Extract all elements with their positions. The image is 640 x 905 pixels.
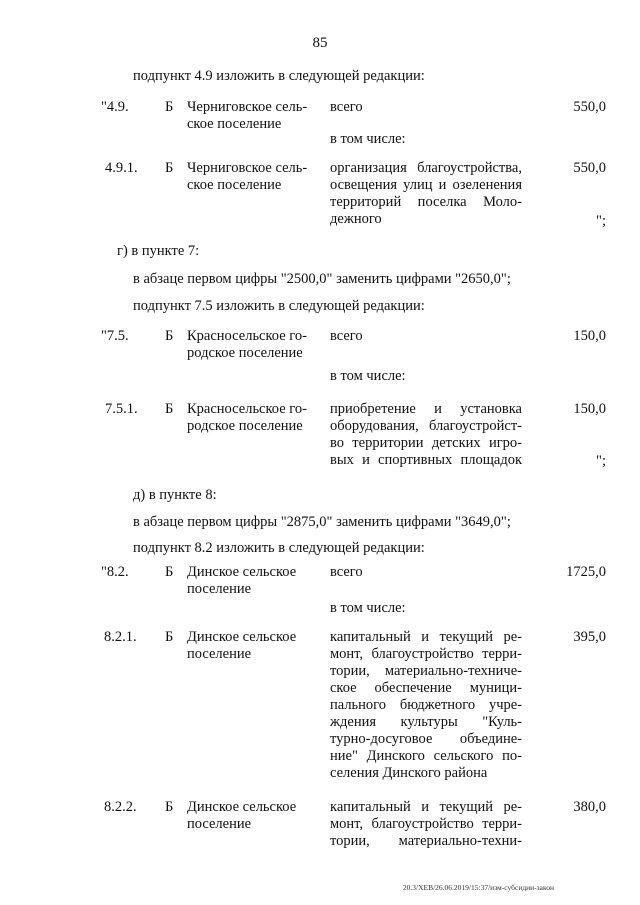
row-recipient-line1: Черниговское сель- xyxy=(187,99,308,115)
row-description-line2: монт, благоустройство терри- xyxy=(330,646,522,662)
row-category: Б xyxy=(165,564,174,580)
row-amount: 550,0 xyxy=(573,160,606,176)
row-description-line4: ское обеспечение муници- xyxy=(330,680,522,696)
row-description-line2: монт, благоустройство терри- xyxy=(330,816,522,832)
row-amount: 150,0 xyxy=(573,328,606,344)
row-number: 4.9.1. xyxy=(105,160,138,176)
row-description-line1: капитальный и текущий ре- xyxy=(330,799,522,815)
row-category: Б xyxy=(165,328,174,344)
row-recipient-line2: родское поселение xyxy=(187,345,303,361)
row-description: всего xyxy=(330,328,363,344)
row-description-line1: приобретение и установка xyxy=(330,401,522,417)
in-total-label: в том числе: xyxy=(330,600,406,616)
row-recipient-line2: поселение xyxy=(187,581,252,597)
row-category: Б xyxy=(165,160,174,176)
row-description-line3: тории, материально-техни- xyxy=(330,833,522,849)
row-recipient-line2: поселение xyxy=(187,646,252,662)
row-category: Б xyxy=(165,799,174,815)
row-recipient-line2: родское поселение xyxy=(187,418,303,434)
row-number: 8.2.2. xyxy=(104,799,137,815)
row-description: всего xyxy=(330,99,363,115)
row-category: Б xyxy=(165,629,174,645)
in-total-label: в том числе: xyxy=(330,131,406,147)
paragraph-point-7: в абзаце первом цифры "2500,0" заменить цифрами "2650,0"; xyxy=(133,271,511,287)
row-description-line9: селения Динского района xyxy=(330,765,488,781)
row-recipient-line1: Динское сельское xyxy=(187,564,297,580)
row-description-line3: во территории детских игро- xyxy=(330,435,522,451)
row-description-line8: ние" Динского сельского по- xyxy=(330,748,522,764)
in-total-label: в том числе: xyxy=(330,368,406,384)
row-description: всего xyxy=(330,564,363,580)
paragraph-point-8: в абзаце первом цифры "2875,0" заменить цифрами "3649,0"; xyxy=(133,514,511,530)
row-amount: 380,0 xyxy=(573,799,606,815)
closing-quote: "; xyxy=(596,453,606,469)
intro-subpoint-4-9: подпункт 4.9 изложить в следующей редакции: xyxy=(133,68,425,84)
row-number: "7.5. xyxy=(101,328,129,344)
row-description-line2: оборудования, благоустройст- xyxy=(330,418,522,434)
row-description-line7: турно-досуговое объедине- xyxy=(330,731,522,747)
point-d: д) в пункте 8: xyxy=(133,487,217,503)
row-description-line6: ждения культуры "Куль- xyxy=(330,714,522,730)
row-amount: 150,0 xyxy=(573,401,606,417)
row-description-line1: капитальный и текущий ре- xyxy=(330,629,522,645)
row-recipient-line2: поселение xyxy=(187,816,252,832)
row-recipient-line1: Динское сельское xyxy=(187,799,297,815)
closing-quote: "; xyxy=(596,213,606,229)
row-recipient-line2: ское поселение xyxy=(187,116,282,132)
row-recipient-line1: Красносельское го- xyxy=(187,328,307,344)
row-amount: 550,0 xyxy=(573,99,606,115)
row-category: Б xyxy=(165,99,174,115)
intro-subpoint-7-5: подпункт 7.5 изложить в следующей редакции: xyxy=(133,298,425,314)
row-description-line5: пального бюджетного учре- xyxy=(330,697,522,713)
document-footer-id: 20.3/ХЕВ/26.06.2019/15:37/изм-субсидии-закон xyxy=(402,883,554,892)
row-recipient-line1: Красносельское го- xyxy=(187,401,307,417)
row-amount: 395,0 xyxy=(573,629,606,645)
row-description-line4: дежного xyxy=(330,211,382,227)
row-description-line3: тории, материально-техниче- xyxy=(330,663,522,679)
row-category: Б xyxy=(165,401,174,417)
row-number: "4.9. xyxy=(101,99,129,115)
row-recipient-line1: Динское сельское xyxy=(187,629,297,645)
page-number: 85 xyxy=(312,35,328,51)
intro-subpoint-8-2: подпункт 8.2 изложить в следующей редакции: xyxy=(133,540,425,556)
row-recipient-line2: ское поселение xyxy=(187,177,282,193)
row-description-line2: освещения улиц и озеленения xyxy=(330,177,522,193)
row-amount: 1725,0 xyxy=(566,564,606,580)
row-recipient-line1: Черниговское сель- xyxy=(187,160,308,176)
row-number: 8.2.1. xyxy=(104,629,137,645)
row-description-line1: организация благоустройства, xyxy=(330,160,522,176)
row-number: "8.2. xyxy=(101,564,129,580)
row-number: 7.5.1. xyxy=(105,401,138,417)
point-g: г) в пункте 7: xyxy=(117,243,200,259)
row-description-line4: вых и спортивных площадок xyxy=(330,452,522,468)
row-description-line3: территорий поселка Моло- xyxy=(330,194,522,210)
